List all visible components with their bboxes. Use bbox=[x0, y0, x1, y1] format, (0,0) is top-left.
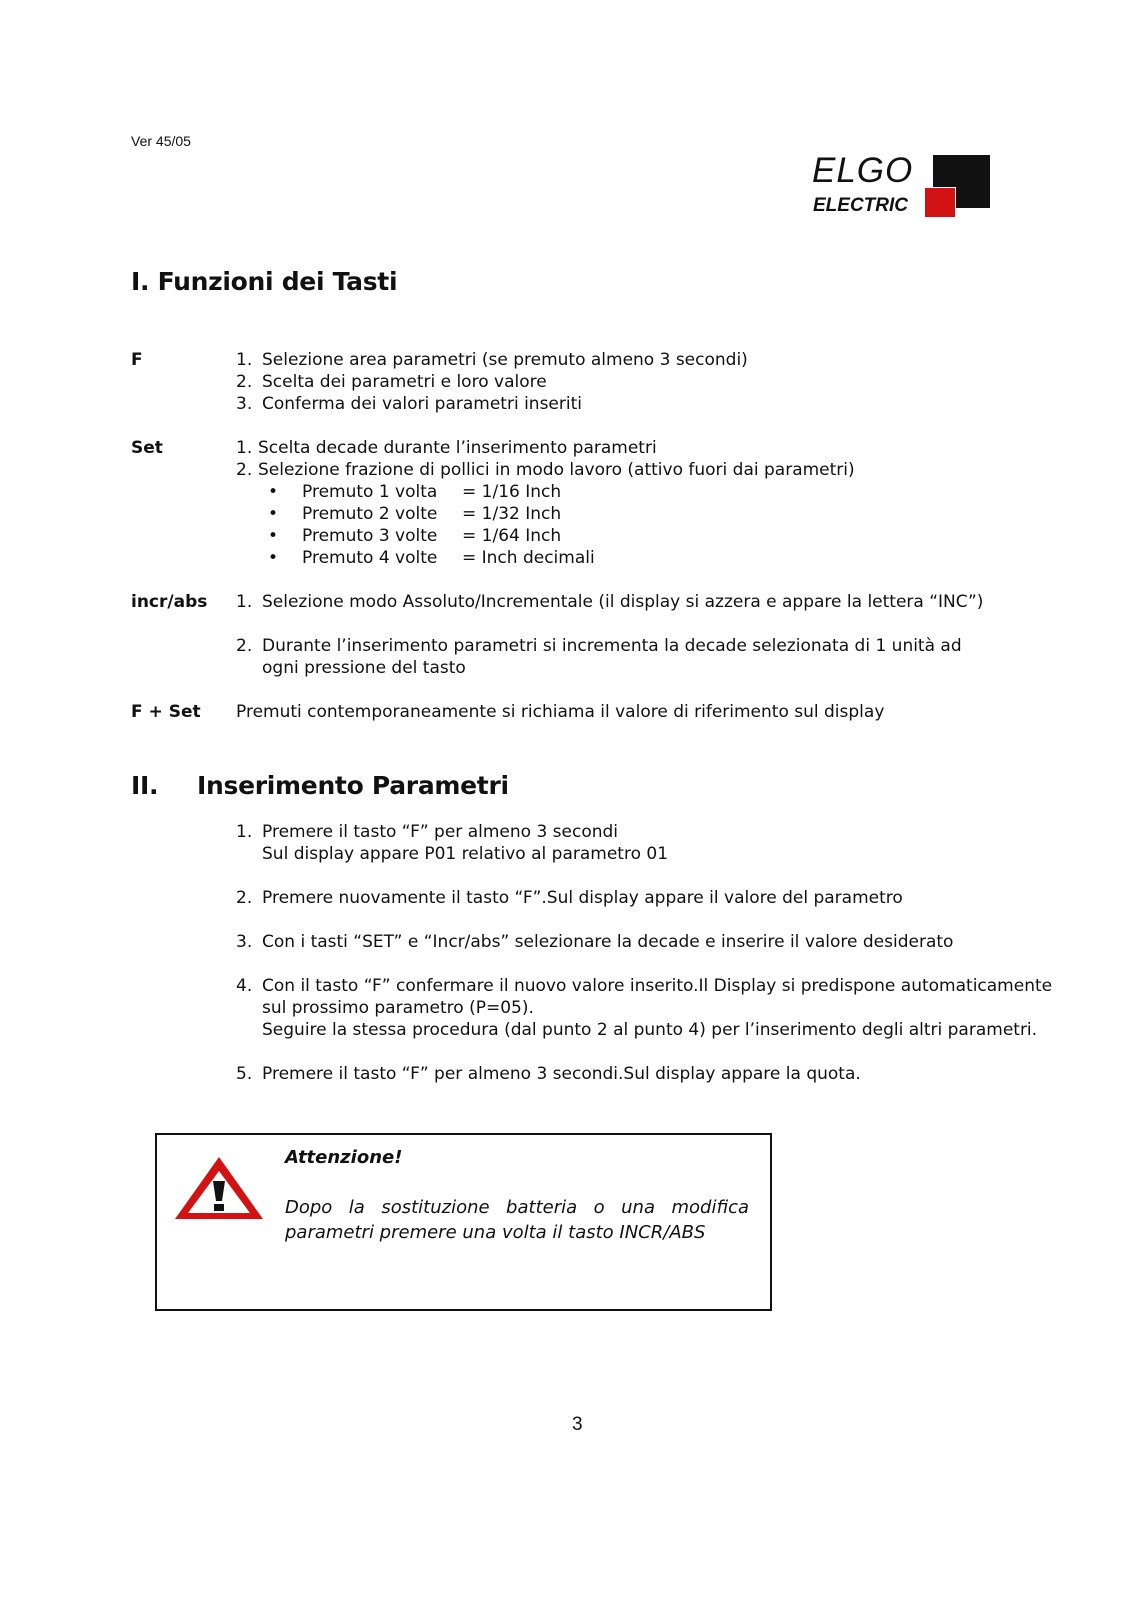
page-number: 3 bbox=[572, 1414, 583, 1435]
logo-text-elgo: ELGO bbox=[812, 151, 914, 190]
key-description: Premuti contemporaneamente si richiama il valore di riferimento sul display bbox=[236, 702, 885, 722]
list-item: 1. Selezione area parametri (se premuto almeno 3 secondi) bbox=[236, 350, 748, 370]
step-item-continuation: sul prossimo parametro (P=05). bbox=[262, 998, 534, 1018]
step-item-continuation: Sul display appare P01 relativo al parametro 01 bbox=[262, 844, 669, 864]
key-label-set: Set bbox=[131, 438, 163, 458]
bullet-item: • Premuto 1 volta = 1/16 Inch bbox=[268, 482, 562, 502]
step-item: 2. Premere nuovamente il tasto “F”.Sul display appare il valore del parametro bbox=[236, 888, 903, 908]
list-item: 1. Selezione modo Assoluto/Incrementale (il display si azzera e appare la lettera “INC”) bbox=[236, 592, 984, 612]
section2-title: Inserimento Parametri bbox=[197, 771, 509, 800]
section2-number: II. bbox=[131, 771, 159, 800]
version-label: Ver 45/05 bbox=[131, 133, 191, 149]
list-item: 1. Scelta decade durante l’inserimento parametri bbox=[236, 438, 657, 458]
warning-triangle-icon bbox=[171, 1153, 267, 1223]
logo-red-square bbox=[924, 187, 956, 218]
list-item: 2. Durante l’inserimento parametri si incrementa la decade selezionata di 1 unità ad bbox=[236, 636, 962, 656]
list-item: 2. Selezione frazione di pollici in modo lavoro (attivo fuori dai parametri) bbox=[236, 460, 855, 480]
step-item-continuation: Seguire la stessa procedura (dal punto 2 al punto 4) per l’inserimento degli altri parametri. bbox=[262, 1020, 1038, 1040]
key-label-incr-abs: incr/abs bbox=[131, 592, 208, 612]
step-item: 1. Premere il tasto “F” per almeno 3 secondi bbox=[236, 822, 619, 842]
warning-box bbox=[155, 1133, 772, 1311]
step-item: 5. Premere il tasto “F” per almeno 3 secondi.Sul display appare la quota. bbox=[236, 1064, 861, 1084]
elgo-logo bbox=[812, 153, 992, 225]
logo-text-electric: ELECTRIC bbox=[813, 195, 908, 216]
warning-text: Dopo la sostituzione batteria o una modifica parametri premere una volta il tasto INCR/ABS bbox=[285, 1197, 749, 1243]
warning-title: Attenzione! bbox=[285, 1147, 403, 1168]
step-item: 4. Con il tasto “F” confermare il nuovo valore inserito.Il Display si predispone automaticamente bbox=[236, 976, 1053, 996]
list-item-continuation: ogni pressione del tasto bbox=[262, 658, 466, 678]
list-item: 2. Scelta dei parametri e loro valore bbox=[236, 372, 547, 392]
key-label-f: F bbox=[131, 350, 143, 370]
bullet-item: • Premuto 2 volte = 1/32 Inch bbox=[268, 504, 562, 524]
bullet-item: • Premuto 4 volte = Inch decimali bbox=[268, 548, 595, 568]
step-item: 3. Con i tasti “SET” e “Incr/abs” selezionare la decade e inserire il valore desiderato bbox=[236, 932, 954, 952]
section1-title: I. Funzioni dei Tasti bbox=[131, 267, 398, 296]
key-label-f-plus-set: F + Set bbox=[131, 702, 201, 722]
list-item: 3. Conferma dei valori parametri inseriti bbox=[236, 394, 582, 414]
bullet-item: • Premuto 3 volte = 1/64 Inch bbox=[268, 526, 562, 546]
